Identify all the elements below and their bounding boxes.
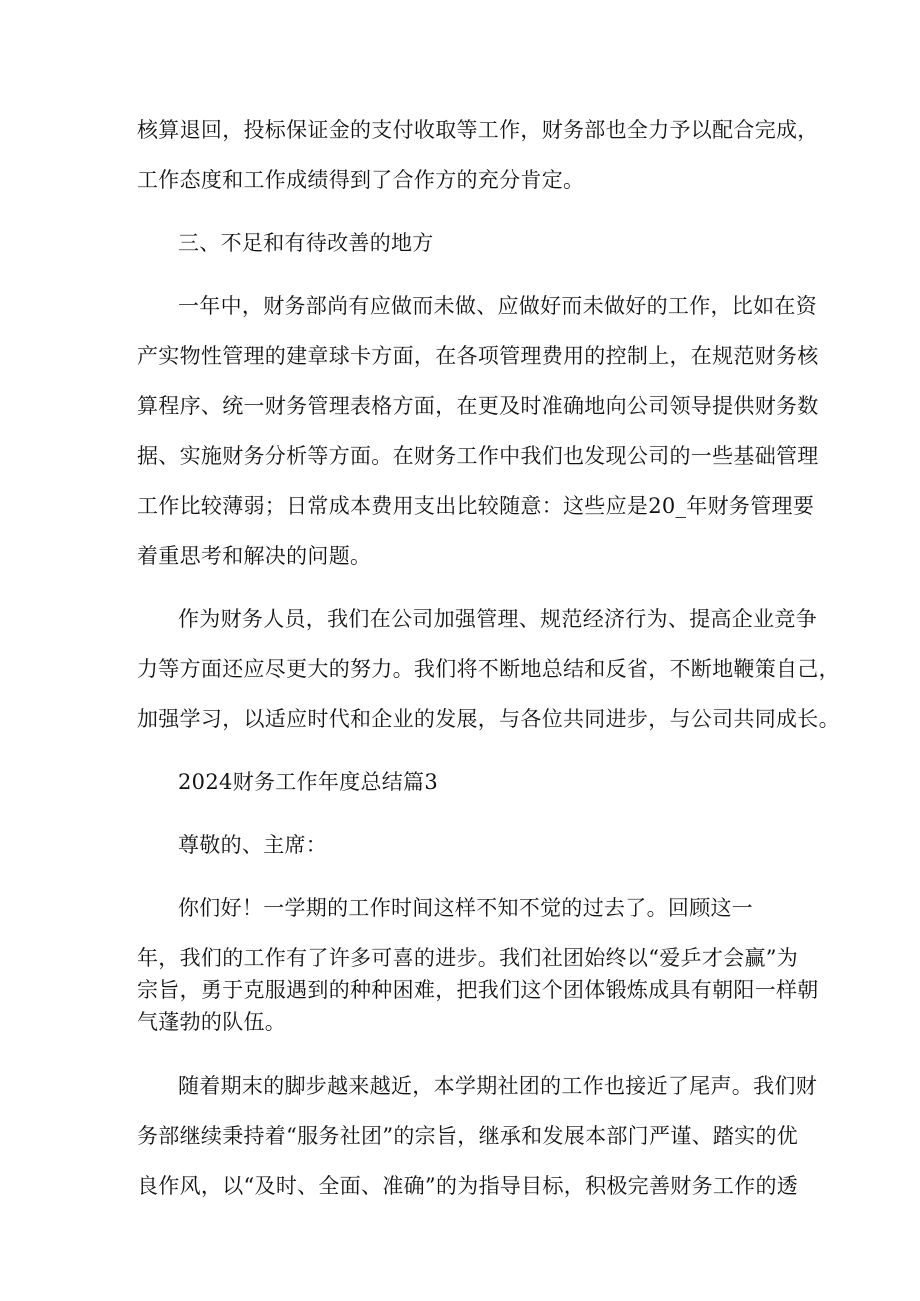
- paragraph-line: 工作比较薄弱；日常成本费用支出比较随意：这些应是20_年财务管理要: [137, 494, 815, 518]
- paragraph-line: 年，我们的工作有了许多可喜的进步。我们社团始终以“爱乒才会赢”为: [137, 946, 799, 970]
- paragraph-line: 务部继续秉持着“服务社团”的宗旨，继承和发展本部门严谨、踏实的优: [137, 1124, 799, 1148]
- paragraph-line: 随着期末的脚步越来越近，本学期社团的工作也接近了尾声。我们财: [178, 1074, 817, 1098]
- paragraph-line: 宗旨，勇于克服遇到的种种困难，把我们这个团体锻炼成具有朝阳一样朝: [137, 978, 819, 1002]
- salutation: 尊敬的、主席：: [178, 833, 328, 857]
- paragraph-line: 气蓬勃的队伍。: [137, 1010, 287, 1034]
- paragraph-line: 力等方面还应尽更大的努力。我们将不断地总结和反省，不断地鞭策自己，: [137, 657, 840, 681]
- paragraph-line: 加强学习，以适应时代和企业的发展，与各位共同进步，与公司共同成长。: [137, 707, 840, 731]
- section-heading: 三、不足和有待改善的地方: [178, 231, 434, 255]
- paragraph-line: 着重思考和解决的问题。: [137, 544, 372, 568]
- paragraph-line: 作为财务人员，我们在公司加强管理、规范经济行为、提高企业竞争: [178, 607, 817, 631]
- paragraph-line: 工作态度和工作成绩得到了合作方的充分肯定。: [137, 168, 585, 192]
- paragraph-line: 核算退回，投标保证金的支付收取等工作，财务部也全力予以配合完成，: [137, 118, 819, 142]
- article-title: 2024财务工作年度总结篇3: [178, 770, 439, 794]
- paragraph-line: 据、实施财务分析等方面。在财务工作中我们也发现公司的一些基础管理: [137, 444, 819, 468]
- paragraph-line: 产实物性管理的建章球卡方面，在各项管理费用的控制上，在规范财务核: [137, 344, 819, 368]
- paragraph-line: 一年中，财务部尚有应做而未做、应做好而未做好的工作，比如在资: [178, 294, 817, 318]
- paragraph-line: 你们好！一学期的工作时间这样不知不觉的过去了。回顾这一: [178, 896, 754, 920]
- paragraph-line: 算程序、统一财务管理表格方面，在更及时准确地向公司领导提供财务数: [137, 394, 819, 418]
- paragraph-line: 良作风，以“及时、全面、准确”的为指导目标，积极完善财务工作的透: [137, 1174, 799, 1198]
